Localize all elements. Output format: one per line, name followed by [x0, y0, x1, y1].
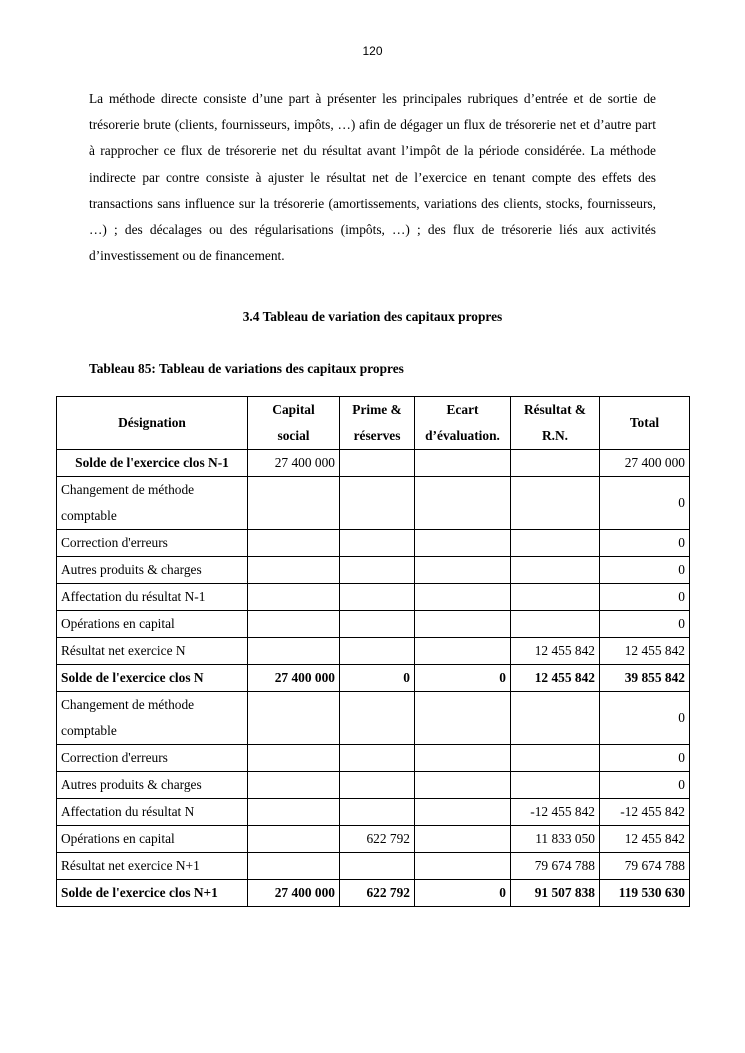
- cell-total: 27 400 000: [600, 450, 690, 477]
- row-label: Résultat net exercice N+1: [57, 853, 248, 880]
- cell-prime: 622 792: [340, 826, 415, 853]
- cell-prime: 622 792: [340, 880, 415, 907]
- cell-resultat: [511, 450, 600, 477]
- cell-ecart: [415, 584, 511, 611]
- cell-total: 0: [600, 530, 690, 557]
- cell-prime: [340, 692, 415, 745]
- cell-ecart: [415, 772, 511, 799]
- cell-total: 0: [600, 772, 690, 799]
- cell-ecart: [415, 638, 511, 665]
- cell-capital: [248, 530, 340, 557]
- table-row: [57, 745, 690, 772]
- cell-ecart: [415, 557, 511, 584]
- header-ecart: [415, 397, 511, 450]
- cell-total: 0: [600, 692, 690, 745]
- cell-resultat: [511, 772, 600, 799]
- table-row: [57, 530, 690, 557]
- cell-prime: [340, 530, 415, 557]
- cell-total: 0: [600, 745, 690, 772]
- table-row: [57, 557, 690, 584]
- cell-ecart: [415, 799, 511, 826]
- row-label: Correction d'erreurs: [57, 530, 248, 557]
- row-label: Opérations en capital: [57, 611, 248, 638]
- cell-prime: [340, 853, 415, 880]
- page-number: 120: [362, 44, 383, 58]
- cell-prime: 0: [340, 665, 415, 692]
- table-row: [57, 584, 690, 611]
- header-capital: [248, 397, 340, 450]
- cell-prime: [340, 745, 415, 772]
- row-label: Autres produits & charges: [57, 772, 248, 799]
- cell-resultat: [511, 530, 600, 557]
- equity-variation-table: [56, 396, 690, 907]
- cell-prime: [340, 450, 415, 477]
- cell-ecart: [415, 450, 511, 477]
- cell-prime: [340, 557, 415, 584]
- table-row: [57, 853, 690, 880]
- cell-ecart: [415, 692, 511, 745]
- cell-total: 12 455 842: [600, 638, 690, 665]
- row-label: Solde de l'exercice clos N-1: [57, 450, 248, 477]
- cell-resultat: 79 674 788: [511, 853, 600, 880]
- header-prime: [340, 397, 415, 450]
- cell-prime: [340, 772, 415, 799]
- cell-prime: [340, 584, 415, 611]
- header-capital-line2: social: [277, 428, 310, 443]
- cell-resultat: 91 507 838: [511, 880, 600, 907]
- header-ecart-line1: Ecart: [446, 402, 479, 417]
- cell-capital: [248, 557, 340, 584]
- header-capital-line1: Capital: [272, 402, 315, 417]
- section-heading: 3.4 Tableau de variation des capitaux propres: [242, 309, 503, 324]
- cell-prime: [340, 638, 415, 665]
- cell-capital: 27 400 000: [248, 880, 340, 907]
- cell-capital: [248, 638, 340, 665]
- cell-total: 0: [600, 477, 690, 530]
- cell-ecart: 0: [415, 880, 511, 907]
- cell-total: -12 455 842: [600, 799, 690, 826]
- row-label: Changement de méthode comptable: [57, 477, 248, 530]
- cell-prime: [340, 477, 415, 530]
- row-label: Correction d'erreurs: [57, 745, 248, 772]
- body-paragraph: La méthode directe consiste d’une part à présenter les principales rubriques d’entrée et de sortie de trésorerie brute (clients, fournisseurs, impôts, …) afin de dégager un flux de trésorerie net et d’autre part à rapprocher ce flux de trésorerie net du résultat avant l’impôt de la période considérée. La méthode indirecte par contre consiste à ajuster le résultat net de l’exercice en tenant compte des effets des transactions sans influence sur la trésorerie (amortissements, variations des clients, stocks, fournisseurs, …) ; des décalages ou des régularisations (impôts, …) ; des flux de trésorerie liés aux activités d’investissement ou de financement.: [89, 91, 656, 264]
- cell-capital: 27 400 000: [248, 450, 340, 477]
- cell-resultat: [511, 584, 600, 611]
- cell-ecart: [415, 477, 511, 530]
- cell-total: 39 855 842: [600, 665, 690, 692]
- table-row: [57, 665, 690, 692]
- table-row: [57, 826, 690, 853]
- cell-capital: [248, 826, 340, 853]
- table-row: [57, 799, 690, 826]
- cell-resultat: [511, 557, 600, 584]
- header-designation: Désignation: [57, 397, 248, 450]
- cell-capital: [248, 799, 340, 826]
- cell-capital: 27 400 000: [248, 665, 340, 692]
- row-label: Autres produits & charges: [57, 557, 248, 584]
- cell-capital: [248, 692, 340, 745]
- row-label: Opérations en capital: [57, 826, 248, 853]
- cell-resultat: 12 455 842: [511, 638, 600, 665]
- cell-ecart: 0: [415, 665, 511, 692]
- row-label: Affectation du résultat N: [57, 799, 248, 826]
- table-row: [57, 450, 690, 477]
- cell-resultat: [511, 692, 600, 745]
- cell-total: 79 674 788: [600, 853, 690, 880]
- header-resultat-line2: R.N.: [541, 428, 569, 443]
- cell-capital: [248, 584, 340, 611]
- header-resultat-line1: Résultat &: [523, 402, 587, 417]
- cell-total: 0: [600, 611, 690, 638]
- row-label: Résultat net exercice N: [57, 638, 248, 665]
- header-ecart-line2: d’évaluation.: [425, 428, 500, 443]
- cell-capital: [248, 745, 340, 772]
- table-row: [57, 692, 690, 745]
- cell-resultat: [511, 611, 600, 638]
- row-label: Affectation du résultat N-1: [57, 584, 248, 611]
- row-label: Solde de l'exercice clos N+1: [57, 880, 248, 907]
- row-label: Changement de méthode comptable: [57, 692, 248, 745]
- cell-resultat: [511, 477, 600, 530]
- cell-resultat: [511, 745, 600, 772]
- cell-capital: [248, 611, 340, 638]
- cell-total: 119 530 630: [600, 880, 690, 907]
- cell-capital: [248, 772, 340, 799]
- table-row: [57, 611, 690, 638]
- cell-total: 0: [600, 557, 690, 584]
- header-prime-line2: réserves: [353, 428, 401, 443]
- table-row: [57, 477, 690, 530]
- cell-prime: [340, 611, 415, 638]
- cell-ecart: [415, 745, 511, 772]
- cell-prime: [340, 799, 415, 826]
- cell-total: 0: [600, 584, 690, 611]
- cell-ecart: [415, 853, 511, 880]
- row-label: Solde de l'exercice clos N: [57, 665, 248, 692]
- table-caption: Tableau 85: Tableau de variations des capitaux propres: [89, 361, 404, 376]
- cell-ecart: [415, 611, 511, 638]
- cell-capital: [248, 853, 340, 880]
- table-row: [57, 638, 690, 665]
- cell-ecart: [415, 530, 511, 557]
- cell-resultat: -12 455 842: [511, 799, 600, 826]
- table-row: [57, 880, 690, 907]
- cell-ecart: [415, 826, 511, 853]
- cell-resultat: 12 455 842: [511, 665, 600, 692]
- cell-capital: [248, 477, 340, 530]
- header-prime-line1: Prime &: [352, 402, 402, 417]
- header-resultat: [511, 397, 600, 450]
- table-header-row: [57, 397, 690, 450]
- table-row: [57, 772, 690, 799]
- header-total: Total: [600, 397, 690, 450]
- cell-resultat: 11 833 050: [511, 826, 600, 853]
- cell-total: 12 455 842: [600, 826, 690, 853]
